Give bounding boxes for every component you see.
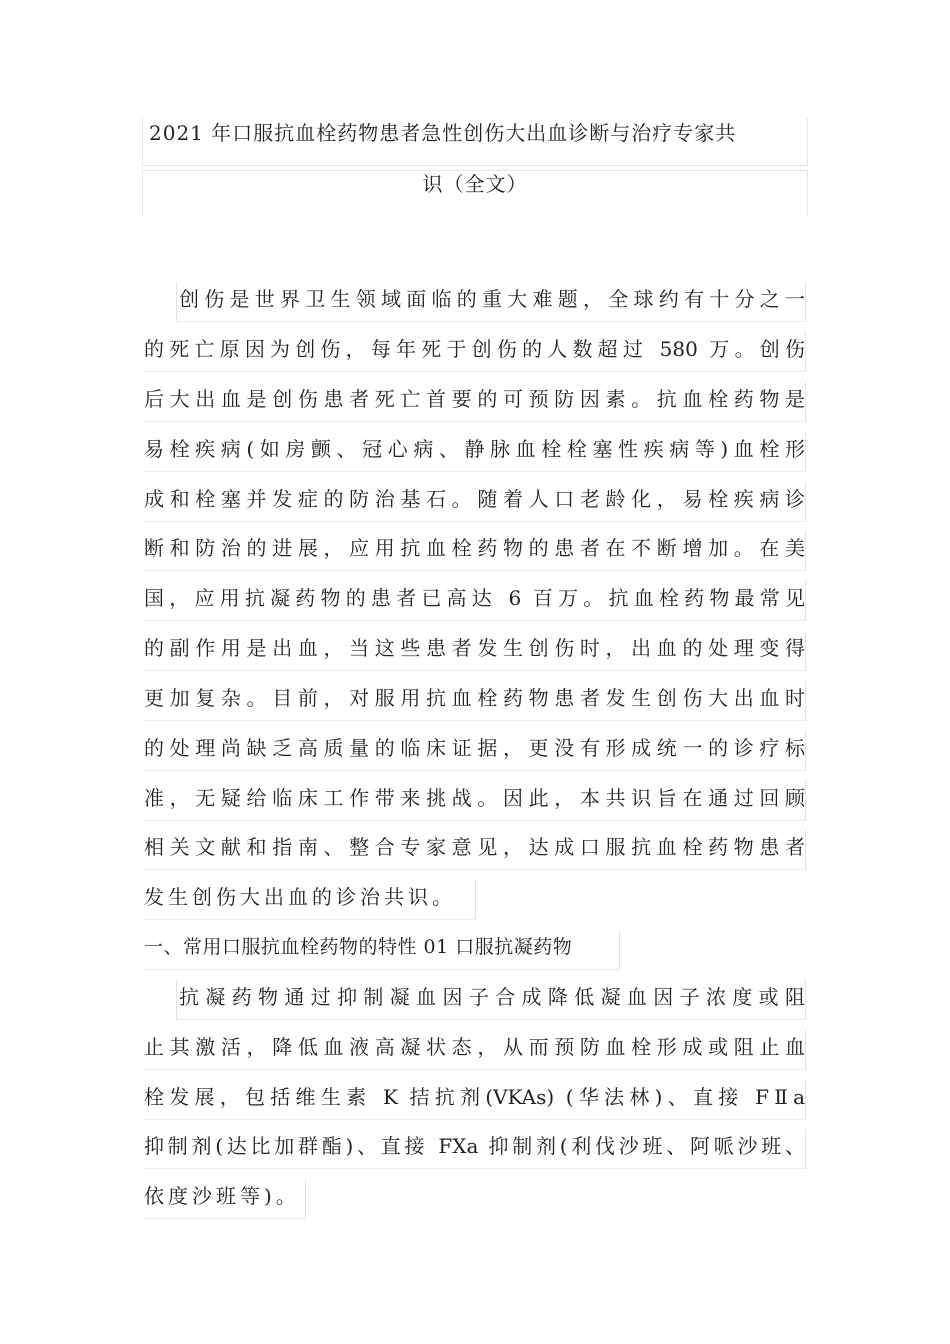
document-title-line-1: 2021 年口服抗血栓药物患者急性创伤大出血诊断与治疗专家共: [142, 118, 808, 166]
paragraph-1-line: 断和防治的进展，应用抗血栓药物的患者在不断增加。在美: [144, 531, 806, 571]
paragraph-2-line: 止其激活，降低血液高凝状态，从而预防血栓形成或阻止血: [144, 1030, 806, 1070]
paragraph-1-line: 的死亡原因为创伤，每年死于创伤的人数超过 580 万。创伤: [144, 332, 806, 372]
document-title-line-2: 识（全文）: [142, 170, 808, 216]
paragraph-1-line: 更加复杂。目前，对服用抗血栓药物患者发生创伤大出血时: [144, 681, 806, 721]
paragraph-1-line: 创伤是世界卫生领域面临的重大难题，全球约有十分之一: [176, 282, 806, 322]
paragraph-1-line: 准，无疑给临床工作带来挑战。因此，本共识旨在通过回顾: [144, 781, 806, 821]
paragraph-2-line: 抑制剂(达比加群酯)、直接 FXa 抑制剂(利伐沙班、阿哌沙班、: [144, 1129, 806, 1169]
paragraph-1-line: 后大出血是创伤患者死亡首要的可预防因素。抗血栓药物是: [144, 382, 806, 422]
paragraph-1-line: 国，应用抗凝药物的患者已高达 6 百万。抗血栓药物最常见: [144, 581, 806, 621]
paragraph-2-line: 抗凝药物通过抑制凝血因子合成降低凝血因子浓度或阻: [176, 980, 806, 1020]
paragraph-2-line: 栓发展，包括维生素 K 拮抗剂(VKAs) (华法林)、直接 FⅡa: [144, 1080, 806, 1120]
paragraph-2-line: 依度沙班等)。: [144, 1179, 306, 1219]
section-heading: 一、常用口服抗血栓药物的特性 01 口服抗凝药物: [144, 930, 620, 970]
paragraph-1-line: 相关文献和指南、整合专家意见，达成口服抗血栓药物患者: [144, 830, 806, 870]
paragraph-1-line: 成和栓塞并发症的防治基石。随着人口老龄化，易栓疾病诊: [144, 482, 806, 522]
paragraph-1-line: 发生创伤大出血的诊治共识。: [144, 880, 476, 920]
paragraph-1-line: 的处理尚缺乏高质量的临床证据，更没有形成统一的诊疗标: [144, 731, 806, 771]
paragraph-1-line: 易栓疾病(如房颤、冠心病、静脉血栓栓塞性疾病等)血栓形: [144, 432, 806, 472]
paragraph-1-line: 的副作用是出血，当这些患者发生创伤时，出血的处理变得: [144, 631, 806, 671]
